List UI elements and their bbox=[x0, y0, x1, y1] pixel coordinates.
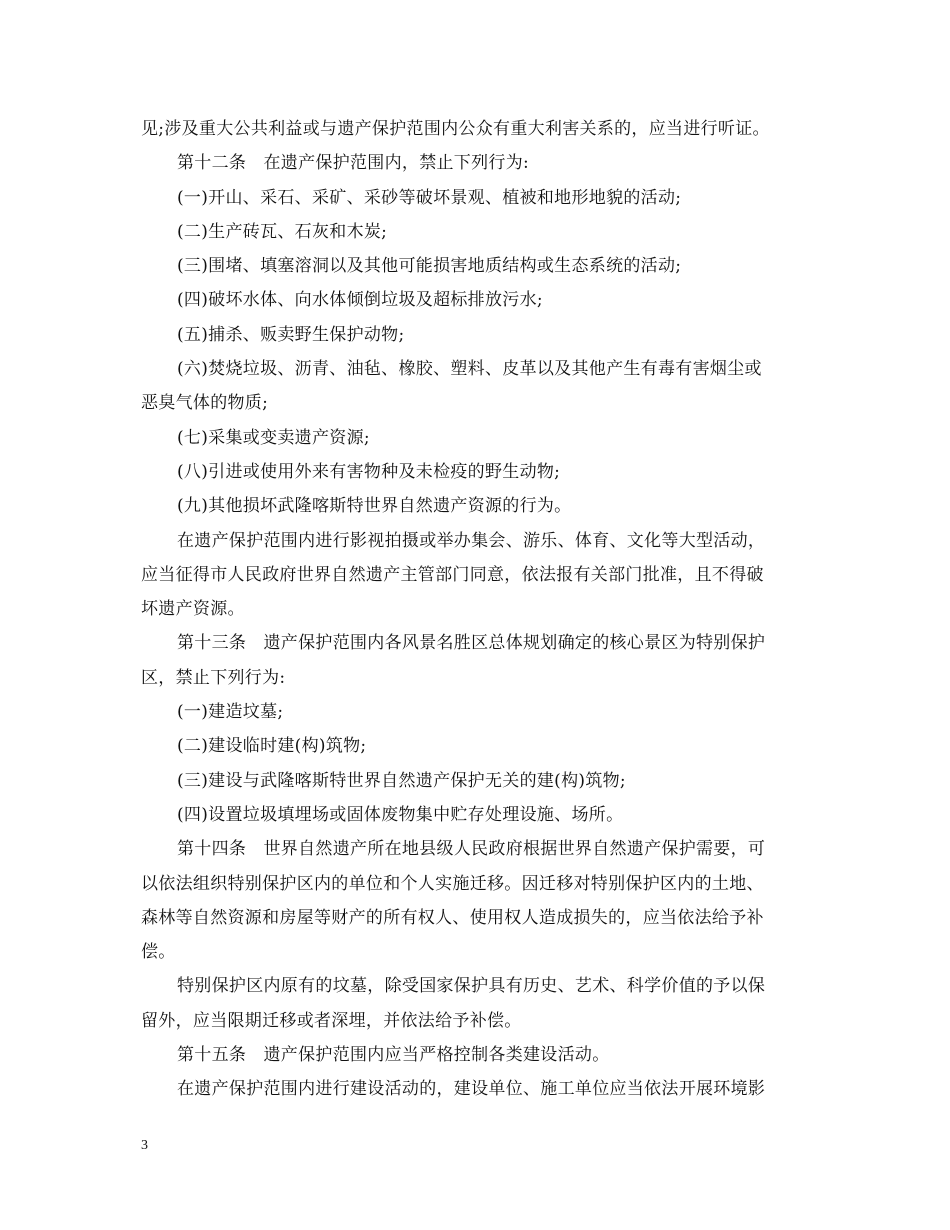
text-line: 第十四条 世界自然遗产所在地县级人民政府根据世界自然遗产保护需要，可 bbox=[177, 839, 766, 860]
text-line: 恶臭气体的物质; bbox=[141, 393, 269, 414]
text-line: (三)建设与武隆喀斯特世界自然遗产保护无关的建(构)筑物; bbox=[177, 770, 626, 791]
text-line: 坏遗产资源。 bbox=[141, 599, 245, 620]
text-line: 第十二条 在遗产保护范围内，禁止下列行为: bbox=[177, 153, 530, 174]
text-line: (五)捕杀、贩卖野生保护动物; bbox=[177, 324, 405, 345]
text-line: 偿。 bbox=[141, 942, 176, 963]
text-line: (七)采集或变卖遗产资源; bbox=[177, 427, 370, 448]
text-line: 第十三条 遗产保护范围内各风景名胜区总体规划确定的核心景区为特别保护 bbox=[177, 633, 766, 654]
text-line: 森林等自然资源和房屋等财产的所有权人、使用权人造成损失的，应当依法给予补 bbox=[141, 907, 764, 928]
text-line: 第十五条 遗产保护范围内应当严格控制各类建设活动。 bbox=[177, 1045, 610, 1066]
text-line: (一)建造坟墓; bbox=[177, 702, 284, 723]
text-line: 见;涉及重大公共利益或与遗产保护范围内公众有重大利害关系的，应当进行听证。 bbox=[141, 119, 770, 139]
document-body bbox=[141, 112, 821, 1107]
text-line: 特别保护区内原有的坟墓，除受国家保护具有历史、艺术、科学价值的予以保 bbox=[177, 976, 766, 997]
text-line: (四)破坏水体、向水体倾倒垃圾及超标排放污水; bbox=[177, 290, 543, 311]
text-line: 留外，应当限期迁移或者深埋，并依法给予补偿。 bbox=[141, 1010, 522, 1031]
text-line: (四)设置垃圾填埋场或固体废物集中贮存处理设施、场所。 bbox=[177, 804, 624, 825]
text-line: (二)建设临时建(构)筑物; bbox=[177, 736, 367, 757]
text-line: 以依法组织特别保护区内的单位和个人实施迁移。因迁移对特别保护区内的土地、 bbox=[141, 873, 764, 894]
text-line: (八)引进或使用外来有害物种及未检疫的野生动物; bbox=[177, 461, 561, 482]
text-line: (三)围堵、填塞溶洞以及其他可能损害地质结构或生态系统的活动; bbox=[177, 256, 682, 277]
text-line: 在遗产保护范围内进行影视拍摄或举办集会、游乐、体育、文化等大型活动， bbox=[177, 530, 766, 551]
text-line: (六)焚烧垃圾、沥青、油毡、橡胶、塑料、皮革以及其他产生有毒有害烟尘或 bbox=[177, 359, 762, 380]
text-line: (一)开山、采石、采矿、采砂等破坏景观、植被和地形地貌的活动; bbox=[177, 187, 682, 208]
text-line: (二)生产砖瓦、石灰和木炭; bbox=[177, 221, 388, 242]
page-number: 3 bbox=[141, 1138, 148, 1153]
text-line: 区，禁止下列行为: bbox=[141, 667, 286, 688]
text-line: 在遗产保护范围内进行建设活动的，建设单位、施工单位应当依法开展环境影 bbox=[177, 1079, 766, 1100]
text-line: 应当征得市人民政府世界自然遗产主管部门同意，依法报有关部门批准，且不得破 bbox=[141, 564, 764, 585]
text-line: (九)其他损坏武隆喀斯特世界自然遗产资源的行为。 bbox=[177, 496, 572, 517]
